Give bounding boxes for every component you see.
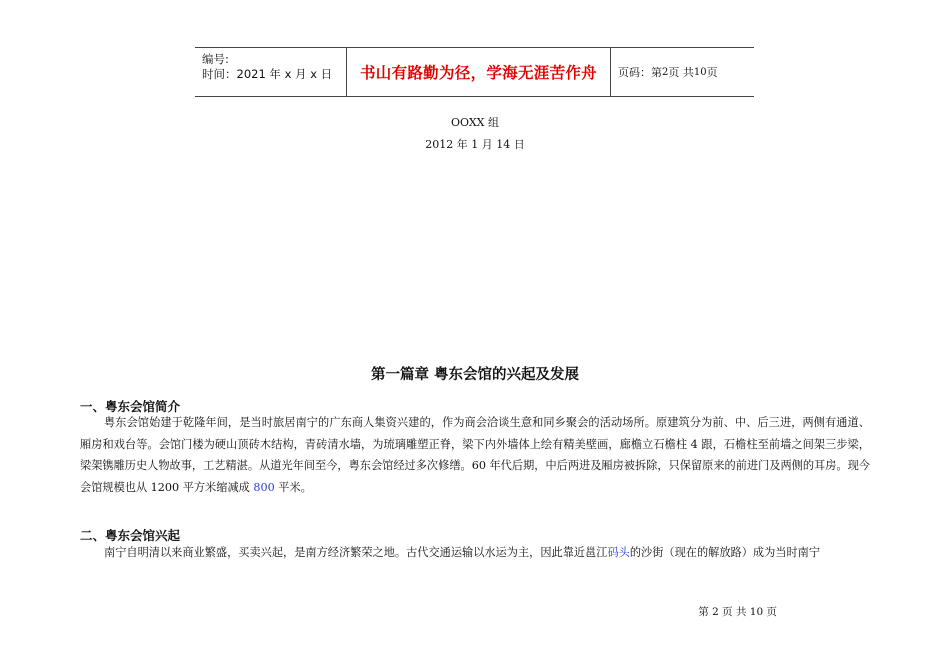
time-label: 时间：2021 年 x 月 x 日 (202, 67, 333, 81)
section-paragraph-rise (80, 542, 870, 564)
document-header (195, 47, 754, 97)
motto: 书山有路勤为径，学海无涯苦作舟 (347, 48, 611, 96)
page-total: 10 (693, 66, 707, 78)
document-date: 2012 年 1 月 14 日 (425, 138, 525, 151)
page-suffix: 页 (706, 66, 718, 79)
highlight-link[interactable]: 码头 (607, 546, 630, 559)
paragraph-text: 平米。 (274, 480, 312, 494)
page-number-cell (611, 48, 754, 96)
header-info-cell (195, 48, 347, 96)
paragraph-text: 粤东会馆始建于乾隆年间，是当时旅居南宁的广东商人集资兴建的，作为商会洽谈生意和同乡聚会的活动场所。原建筑分为前、中、后三进，两侧有通道、厢房和戏台等。会馆门楼为硬山顶砖木结构，青砖清水墙，为琉璃雕塑正脊，梁下内外墙体上绘有精美壁画，廊檐立石檐柱 4 跟，石檐柱至前墙之间架三步梁，梁架镌雕历史人物故事，工艺精湛。从道光年间至今，粤东会馆经过多次修缮。60 年代后期，中后两进及厢房被拆除，只保留原来的前进门及两侧的耳房。现今会馆规模也从 1200 平方米缩减成 (80, 416, 870, 494)
highlight-text: 800 (253, 480, 275, 494)
group-name: OOXX 组 (450, 116, 499, 129)
chapter-title: 第一篇章 粤东会馆的兴起及发展 (370, 367, 580, 383)
section-heading-rise: 二、粤东会馆兴起 (80, 528, 181, 543)
serial-number-label: 编号: (202, 52, 229, 66)
page-middle: 页 共 (668, 66, 694, 79)
section-paragraph-intro (80, 412, 870, 498)
page-prefix: 页码：第 (618, 66, 662, 79)
paragraph-text: 南宁自明清以来商业繁盛，买卖兴起，是南方经济繁荣之地。古代交通运输以水运为主，因此靠近邕江 (104, 546, 608, 559)
section-heading-intro: 一、粤东会馆简介 (80, 399, 181, 414)
page-current: 2 (662, 66, 669, 78)
page-footer: 第 2 页 共 10 页 (698, 606, 777, 618)
paragraph-text: 的沙街（现在的解放路）成为当时南宁 (629, 546, 821, 559)
